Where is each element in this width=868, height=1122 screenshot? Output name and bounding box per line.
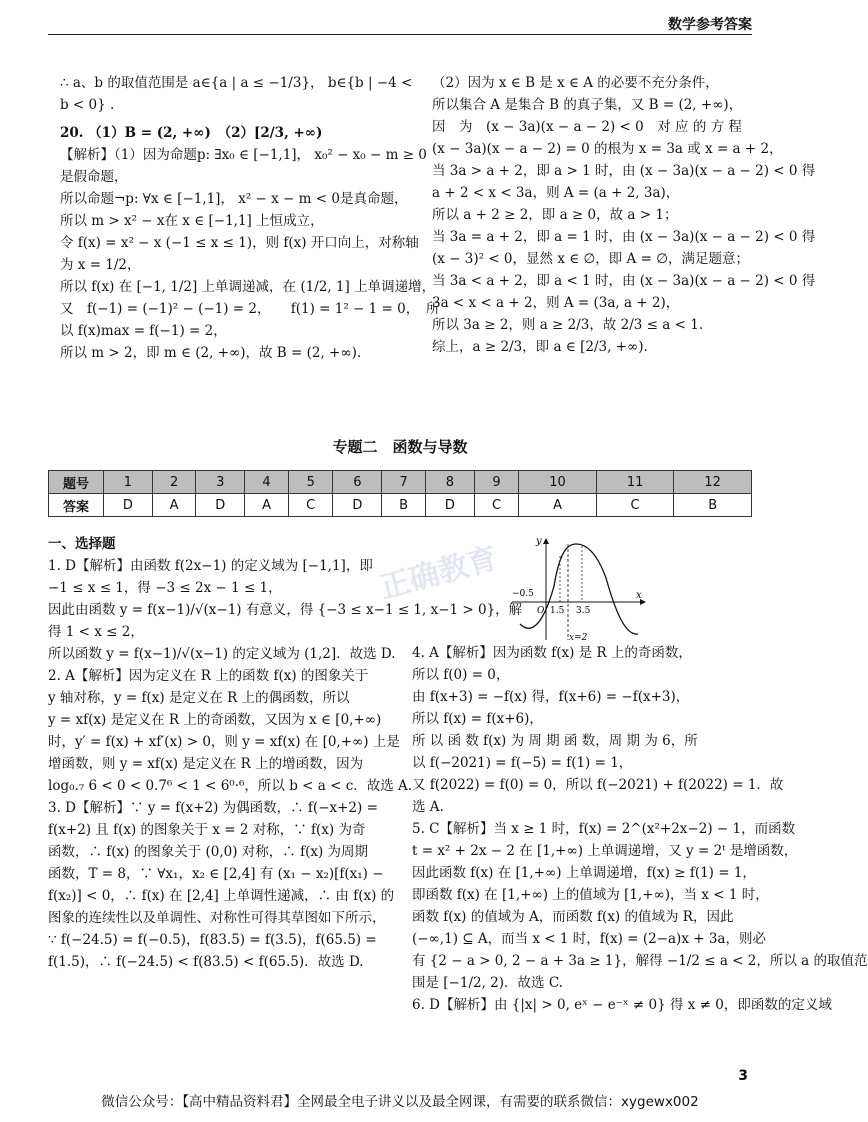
block2-left-line: y = xf(x) 是定义在 R 上的奇函数，又因为 x ∈ [0,+∞) (48, 712, 382, 728)
header-title: 数学参考答案 (668, 17, 752, 33)
block2-left-line: 增函数，则 y = xf(x) 是定义在 R 上的增函数，因为 (48, 756, 364, 772)
solution-block-choice-right (412, 642, 868, 1016)
block1-right-line: a + 2 < x < 3a，则 A = (a + 2, 3a)， (432, 185, 680, 201)
block2-right-line: 6. D【解析】由 {|x| > 0, eˣ − e⁻ˣ ≠ 0} 得 x ≠ 0，即函数的定义域 (412, 997, 832, 1013)
header-rule (48, 34, 752, 35)
origin-label: O (537, 606, 545, 616)
solution-block-20-right (432, 72, 816, 358)
question-number-cell: 12 (674, 471, 752, 494)
block1-right-line: (x − 3)² < 0，显然 x ∈ ∅，即 A = ∅，满足题意； (432, 251, 749, 267)
solution-block-20-left (60, 72, 440, 364)
block1-right-line: 所以 a + 2 ≥ 2，即 a ≥ 0，故 a > 1； (432, 207, 678, 223)
block1-left-line: 令 f(x) = x² − x (−1 ≤ x ≤ 1)，则 f(x) 开口向上，对称轴 (60, 235, 419, 251)
block2-left-line: 因此由函数 y = f(x−1)/√(x−1) 有意义，得 {−3 ≤ x−1 ≤ 1, x−1 > 0}，解 (48, 602, 523, 618)
section-title: 专题二 函数与导数 (332, 438, 468, 456)
block1-left-line: 为 x = 1/2， (60, 257, 141, 273)
answer-cell: C (288, 494, 333, 517)
block1-right-line: 综上，a ≥ 2/3，即 a ∈ [2/3, +∞). (432, 339, 648, 355)
block2-right-line: 又 f(2022) = f(0) = 0，所以 f(−2021) + f(2022) = 1．故 (412, 777, 784, 793)
block1-left-line: 所以 f(x) 在 [−1, 1/2] 上单调递减，在 (1/2, 1] 上单调递增， (60, 279, 436, 295)
block1-right-line: 所以 3a ≥ 2，则 a ≥ 2/3，故 2/3 ≤ a < 1. (432, 317, 704, 333)
neg-tick-label: −0.5 (512, 589, 534, 599)
footer-text: 微信公众号：【高中精品资料君】全网最全电子讲义以及最全网课，有需要的联系微信：xygewx002 (101, 1094, 699, 1110)
block2-left-line: ∵ f(−24.5) = f(−0.5)，f(83.5) = f(3.5)，f(65.5) = (48, 932, 377, 948)
block1-right-line: 所以集合 A 是集合 B 的真子集，又 B = (2, +∞)， (432, 97, 743, 113)
block2-left-line: 一、选择题 (48, 536, 116, 552)
block1-left-line: 又 f(−1) = (−1)² − (−1) = 2， f(1) = 1² − 1 = 0， 所 (60, 301, 440, 317)
question-number-cell: 6 (333, 471, 382, 494)
block2-left-line: 得 1 < x ≤ 2， (48, 624, 144, 640)
block2-right-line: 由 f(x+3) = −f(x) 得，f(x+6) = −f(x+3)， (412, 689, 690, 705)
question-number-cell: 11 (596, 471, 674, 494)
answer-cell: A (152, 494, 196, 517)
block1-left-line: 20. （1）B = (2, +∞) （2）[2/3, +∞) (60, 125, 323, 141)
block1-left-line: 所以命题¬p: ∀x ∈ [−1,1]， x² − x − m < 0是真命题， (60, 191, 408, 207)
block1-right-line: 当 3a = a + 2，即 a = 1 时，由 (x − 3a)(x − a − 2) < 0 得 (432, 229, 816, 245)
block1-right-line: 3a < x < a + 2，则 A = (3a, a + 2)， (432, 295, 680, 311)
block2-left-line: y 轴对称，y = f(x) 是定义在 R 上的偶函数，所以 (48, 690, 350, 706)
block2-left-line: log₀.₇ 6 < 0 < 0.7⁶ < 1 < 6⁰·⁶，所以 b < a < c．故选 A. (48, 778, 413, 794)
question-number-cell: 1 (104, 471, 153, 494)
question-number-cell: 10 (519, 471, 597, 494)
block2-right-line: t = x² + 2x − 2 在 [1,+∞) 上单调递增，又 y = 2ᵗ 是增函数， (412, 843, 798, 859)
answer-table (48, 470, 752, 517)
block2-right-line: 选 A. (412, 799, 444, 815)
question-number-cell: 5 (288, 471, 333, 494)
answer-cell: D (333, 494, 382, 517)
block2-right-line: 即函数 f(x) 在 [1,+∞) 上的值域为 [1,+∞)，当 x < 1 时， (412, 887, 769, 903)
question-number-cell: 8 (426, 471, 475, 494)
block2-right-line: 函数 f(x) 的值域为 A，而函数 f(x) 的值域为 R，因此 (412, 909, 734, 925)
block2-right-line: 围是 [−1/2, 2)．故选 C. (412, 975, 563, 991)
block2-right-line: 所以 f(0) = 0， (412, 667, 510, 683)
answer-cell: C (474, 494, 519, 517)
question-number-cell: 4 (245, 471, 289, 494)
block2-right-line: 以 f(−2021) = f(−5) = f(1) = 1， (412, 755, 633, 771)
block2-left-line: 3. D【解析】∵ y = f(x+2) 为偶函数，∴ f(−x+2) = (48, 800, 378, 816)
answer-cell: C (596, 494, 674, 517)
question-number-cell: 3 (196, 471, 245, 494)
block2-left-line: 函数，∴ f(x) 的图象关于 (0,0) 对称，∴ f(x) 为周期 (48, 844, 369, 860)
y-axis-arrow (543, 538, 549, 544)
y-axis-label: y (536, 536, 542, 547)
block1-left-line: ∴ a、b 的取值范围是 a∈{a | a ≤ −1/3}， b∈{b | −4 < (60, 75, 413, 91)
block2-right-line: 因此函数 f(x) 在 [1,+∞) 上单调递增，f(x) ≥ f(1) = 1， (412, 865, 756, 881)
page-number: 3 (738, 1068, 748, 1084)
answer-cell: D (196, 494, 245, 517)
block2-left-line: 图象的连续性以及单调性、对称性可得其草图如下所示， (48, 910, 386, 926)
answer-cell: A (519, 494, 597, 517)
answer-cell: A (245, 494, 289, 517)
block1-left-line: 所以 m > x² − x在 x ∈ [−1,1] 上恒成立， (60, 213, 324, 229)
block2-right-line: (−∞,1) ⊆ A，而当 x < 1 时，f(x) = (2−a)x + 3a，则必 (412, 931, 766, 947)
tick-3-5: 3.5 (576, 606, 591, 616)
block1-right-line: （2）因为 x ∈ B 是 x ∈ A 的必要不充分条件， (432, 75, 719, 91)
question-number-cell: 2 (152, 471, 196, 494)
answer-table-label-number: 题号 (49, 471, 104, 494)
block2-left-line: 时，y′ = f(x) + xf′(x) > 0，则 y = xf(x) 在 [0,+∞) 上是 (48, 734, 400, 750)
answer-cell: B (382, 494, 426, 517)
block2-right-line: 有 {2 − a > 0, 2 − a + 3a ≥ 1}，解得 −1/2 ≤ a < 2，所以 a 的取值范 (412, 953, 868, 969)
function-curve (520, 544, 638, 634)
block2-left-line: 2. A【解析】因为定义在 R 上的函数 f(x) 的图象关于 (48, 668, 369, 684)
block2-left-line: 1. D【解析】由函数 f(2x−1) 的定义域为 [−1,1]，即 (48, 558, 373, 574)
block1-left-line: 是假命题， (60, 169, 128, 185)
block1-left-line: 【解析】（1）因为命题p: ∃x₀ ∈ [−1,1]， x₀² − x₀ − m ≥ 0 (60, 147, 427, 163)
block1-right-line: 当 3a > a + 2，即 a > 1 时，由 (x − 3a)(x − a − 2) < 0 得 (432, 163, 816, 179)
answer-table-label-answer: 答案 (49, 494, 104, 517)
block2-right-line: 所以 f(x) = f(x+6)， (412, 711, 543, 727)
block2-left-line: 所以函数 y = f(x−1)/√(x−1) 的定义域为 (1,2]．故选 D. (48, 646, 396, 662)
block2-left-line: f(x₂)] < 0，∴ f(x) 在 [2,4] 上单调性递减，∴ 由 f(x) 的 (48, 888, 395, 904)
symmetry-line-label: x=2 (569, 633, 588, 643)
answer-cell: B (674, 494, 752, 517)
block1-left-line: 所以 m > 2，即 m ∈ (2, +∞)，故 B = (2, +∞). (60, 345, 362, 361)
block1-left-line: b < 0} . (60, 97, 115, 113)
x-axis-label: x (636, 590, 642, 601)
block2-left-line: f(1.5)，∴ f(−24.5) < f(83.5) < f(65.5)．故选 D. (48, 954, 364, 970)
function-sketch-graph (506, 536, 646, 644)
block1-right-line: 因 为 (x − 3a)(x − a − 2) < 0 对 应 的 方 程 (432, 119, 742, 135)
block2-left-line: f(x+2) 且 f(x) 的图象关于 x = 2 对称，∵ f(x) 为奇 (48, 822, 366, 838)
answer-cell: D (104, 494, 153, 517)
block2-right-line: 5. C【解析】当 x ≥ 1 时，f(x) = 2^(x²+2x−2) − 1，而函数 (412, 821, 796, 837)
block2-right-line: 所 以 函 数 f(x) 为 周 期 函 数，周 期 为 6，所 (412, 733, 698, 749)
block2-left-line: 函数，T = 8，∵ ∀x₁，x₂ ∈ [2,4] 有 (x₁ − x₂)[f(x₁) − (48, 866, 384, 882)
question-number-cell: 9 (474, 471, 519, 494)
tick-1-5: 1.5 (550, 606, 565, 616)
block1-right-line: 当 3a < a + 2，即 a < 1 时，由 (x − 3a)(x − a − 2) < 0 得 (432, 273, 816, 289)
answer-cell: D (426, 494, 475, 517)
question-number-cell: 7 (382, 471, 426, 494)
block2-left-line: −1 ≤ x ≤ 1，得 −3 ≤ 2x − 1 ≤ 1， (48, 580, 282, 596)
watermark: 正确教育 (376, 540, 502, 606)
block1-left-line: 以 f(x)max = f(−1) = 2， (60, 323, 227, 339)
block1-right-line: (x − 3a)(x − a − 2) = 0 的根为 x = 3a 或 x = a + 2， (432, 141, 783, 157)
block2-right-line: 4. A【解析】因为函数 f(x) 是 R 上的奇函数， (412, 645, 692, 661)
